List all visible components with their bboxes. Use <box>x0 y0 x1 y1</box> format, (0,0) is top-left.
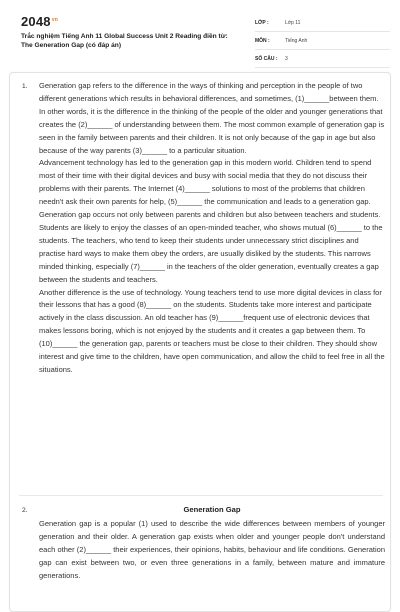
passage-paragraph: Generation gap occurs not only between parents and children but also between teachers and students. Students are likely to enjoy the classes of an open-minded teacher, who shows mutual (6)______ to the students. The teachers, who tend to keep their students under unnecessary strict disciplines and practise hard ways to make them obey the orders, are usually disliked by the students. This narrows minded thinking, especially (7)______ in the teachers of the older generation, eventually creates a gap between the students and teachers. <box>39 210 383 284</box>
meta-key: LỚP : <box>255 19 269 26</box>
passage-title: Generation Gap <box>183 505 241 514</box>
meta-row-class <box>255 14 390 32</box>
question-number: 1. <box>22 83 28 90</box>
passage-paragraph: Advancement technology has led to the generation gap in this modern world. Children tend to spend most of their time with their digital devices and busy with social media that they do not discuss their problems with their parents. The Internet (4)______ solutions to most of the problems that children needn't ask their own parents for help, (5)______ the communication and leads to a generation gap. <box>39 158 372 207</box>
question-1-passage <box>39 80 385 377</box>
question-2-passage <box>39 518 385 583</box>
meta-value: 3 <box>285 55 288 62</box>
meta-key: SỐ CÂU : <box>255 55 278 62</box>
page-header <box>0 0 400 66</box>
meta-value: Lớp 11 <box>285 19 301 26</box>
logo-text: 2048 <box>21 14 51 29</box>
questions-card <box>9 72 391 612</box>
page-title: Trắc nghiệm Tiếng Anh 11 Global Success Unit 2 Reading điền từ: The Generation Gap (có đáp án) <box>21 33 228 49</box>
meta-row-subject <box>255 32 390 50</box>
meta-key: MÔN : <box>255 37 270 44</box>
meta-row-count <box>255 50 390 68</box>
passage-paragraph: Another difference is the use of technology. Young teachers tend to use more digital devices in class for their lessons that has a good (8)______ on the students. Students take more interest and participate actively in the class discussion. An old teacher has (9)______frequent use of electronic devices that makes lessons boring, which is not enjoyed by the students and it creates a gap between them. To (10)______ the generation gap, parents or teachers must be close to their children. They should show interest and give time to the children, have open communication, and allow the child to feel free in all the situations. <box>39 287 385 374</box>
question-divider <box>19 495 383 496</box>
meta-value: Tiếng Anh <box>285 37 308 44</box>
passage-paragraph: Generation gap is a popular (1) used to describe the wide differences between members of younger generation and their older. A generation gap exists when older and younger people don't understand each other (2)______ their experiences, their opinions, habits, behaviour and life conditions. Generation gap can exist between two, or even three generations in a family, between mature and immature generations. <box>39 519 385 580</box>
passage-paragraph: Generation gap refers to the difference in the ways of thinking and perception in the people of two different generations which results in behavioral differences, and sometimes, (1)______between them. In other words, it is the difference in the thinking of the people of the older and younger generations that creates the (2)______ of understanding between them. The most common example of generation gap is seen in the family between parents and their children. It is not only because of the gap in age but also because of the way parents (3)______ to a particular situation. <box>39 81 385 155</box>
site-logo[interactable] <box>21 14 58 29</box>
question-number: 2. <box>22 507 28 514</box>
quiz-meta <box>255 14 390 68</box>
logo-suffix: vn <box>51 16 58 23</box>
